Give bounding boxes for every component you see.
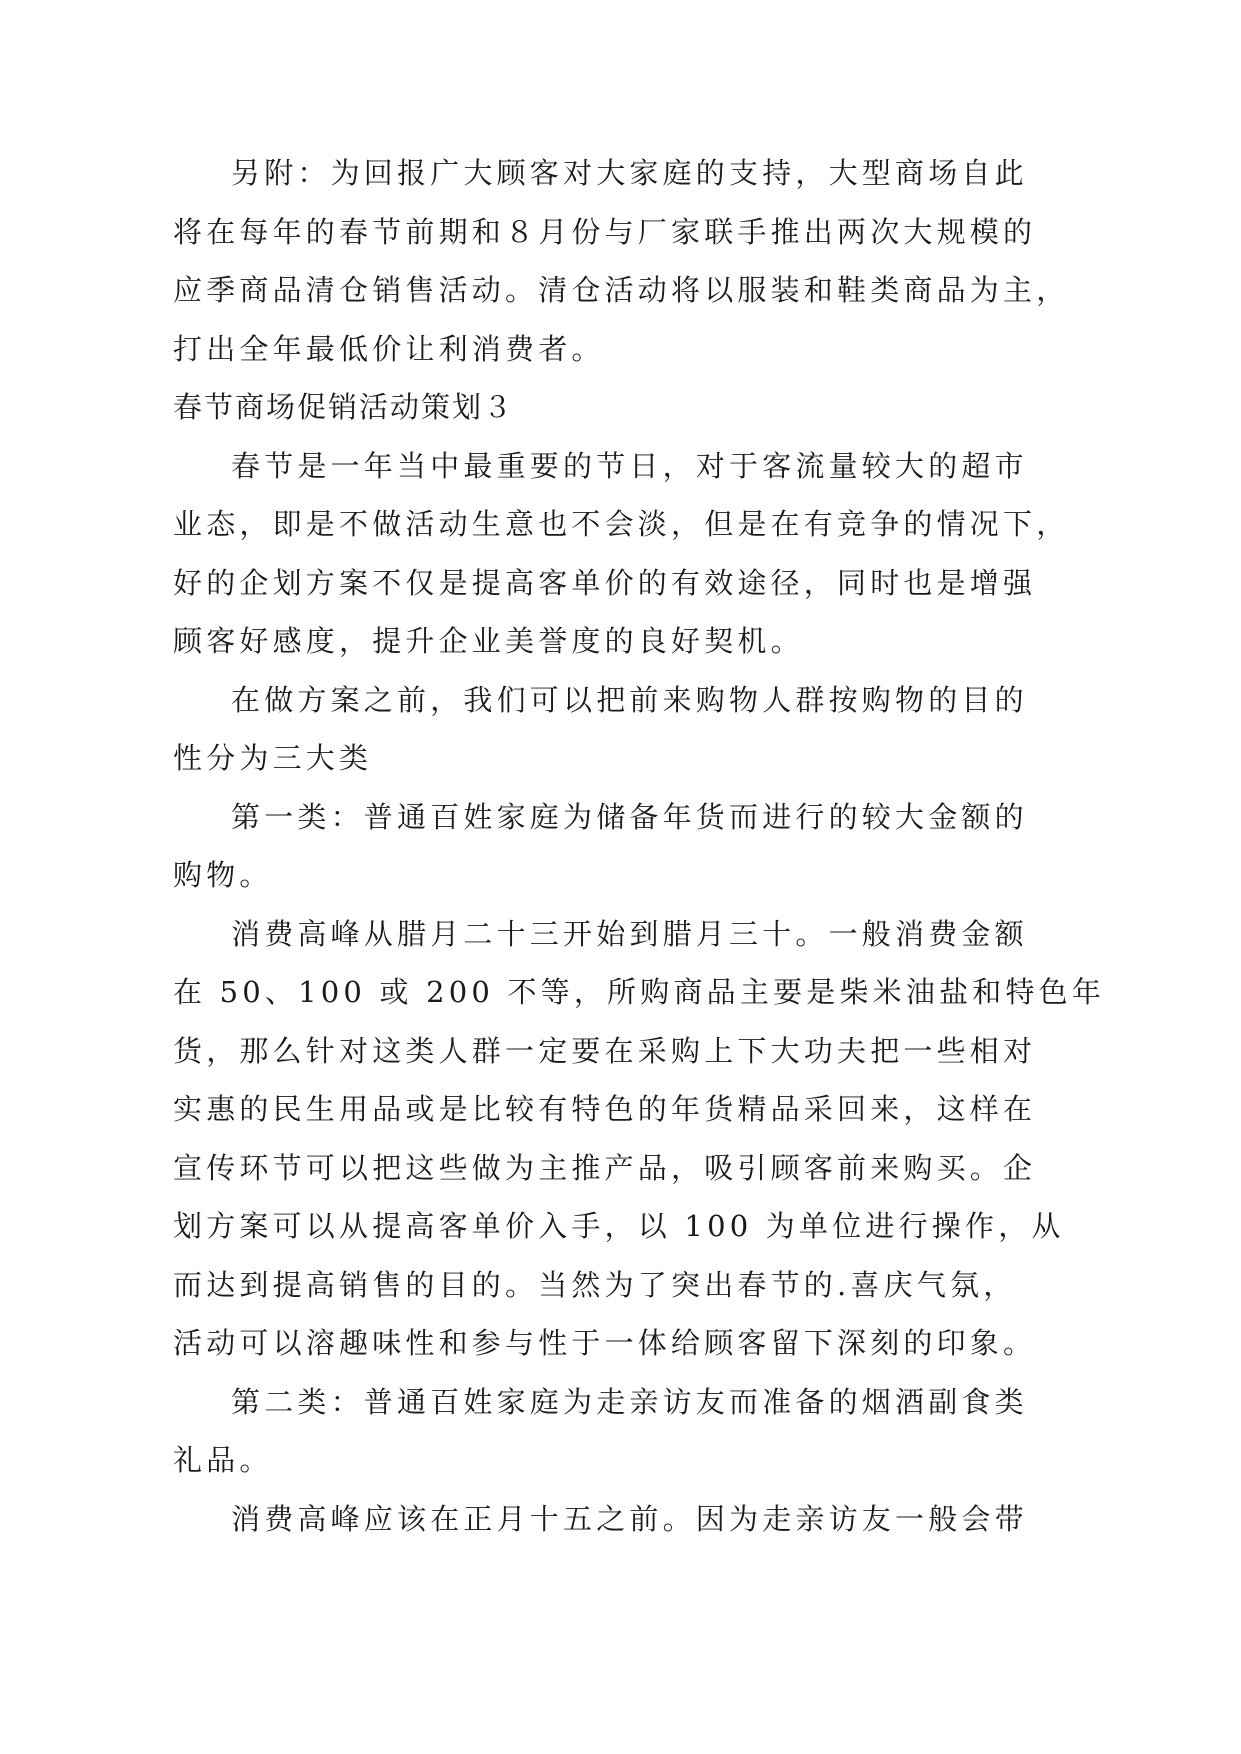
paragraph-line: 划方案可以从提高客单价入手，以 100 为单位进行操作，从	[173, 1209, 1065, 1243]
paragraph-line: 消费高峰从腊月二十三开始到腊月三十。一般消费金额	[231, 916, 1028, 951]
paragraph-line: 业态，即是不做活动生意也不会淡，但是在有竞争的情况下，	[173, 507, 1070, 541]
paragraph-line: 消费高峰应该在正月十五之前。因为走亲访友一般会带	[231, 1501, 1028, 1536]
paragraph-line: 春节是一年当中最重要的节日，对于客流量较大的超市	[231, 448, 1028, 483]
paragraph-line: 礼品。	[173, 1443, 273, 1477]
paragraph-line: 顾客好感度，提升企业美誉度的良好契机。	[173, 624, 804, 658]
paragraph-line: 性分为三大类	[173, 741, 373, 775]
paragraph-line: 应季商品清仓销售活动。清仓活动将以服装和鞋类商品为主，	[173, 273, 1070, 307]
paragraph-line: 宣传环节可以把这些做为主推产品，吸引顾客前来购买。企	[173, 1150, 1037, 1185]
paragraph-line: 购物。	[173, 858, 273, 892]
paragraph-line: 活动可以溶趣味性和参与性于一体给顾客留下深刻的印象。	[173, 1326, 1037, 1360]
paragraph-line: 实惠的民生用品或是比较有特色的年货精品采回来，这样在	[173, 1092, 1037, 1126]
paragraph-line: 打出全年最低价让利消费者。	[173, 331, 605, 366]
paragraph-line: 第二类：普通百姓家庭为走亲访友而准备的烟酒副食类	[231, 1384, 1028, 1419]
document-body	[173, 144, 1106, 1548]
paragraph-line: 货，那么针对这类人群一定要在采购上下大功夫把一些相对	[173, 1033, 1037, 1068]
paragraph-line: 好的企划方案不仅是提高客单价的有效途径，同时也是增强	[173, 565, 1037, 600]
paragraph-line: 将在每年的春节前期和８月份与厂家联手推出两次大规模的	[173, 214, 1037, 249]
paragraph-line: 第一类：普通百姓家庭为储备年货而进行的较大金额的	[231, 799, 1028, 834]
paragraph-line: 在做方案之前，我们可以把前来购物人群按购物的目的	[231, 682, 1028, 717]
section-heading: 春节商场促销活动策划３	[173, 390, 515, 424]
paragraph-line: 在 50、100 或 200 不等，所购商品主要是柴米油盐和特色年	[173, 975, 1106, 1009]
paragraph-line: 另附：为回报广大顾客对大家庭的支持，大型商场自此	[231, 156, 1028, 190]
paragraph-line: 而达到提高销售的目的。当然为了突出春节的.喜庆气氛，	[173, 1267, 1017, 1302]
